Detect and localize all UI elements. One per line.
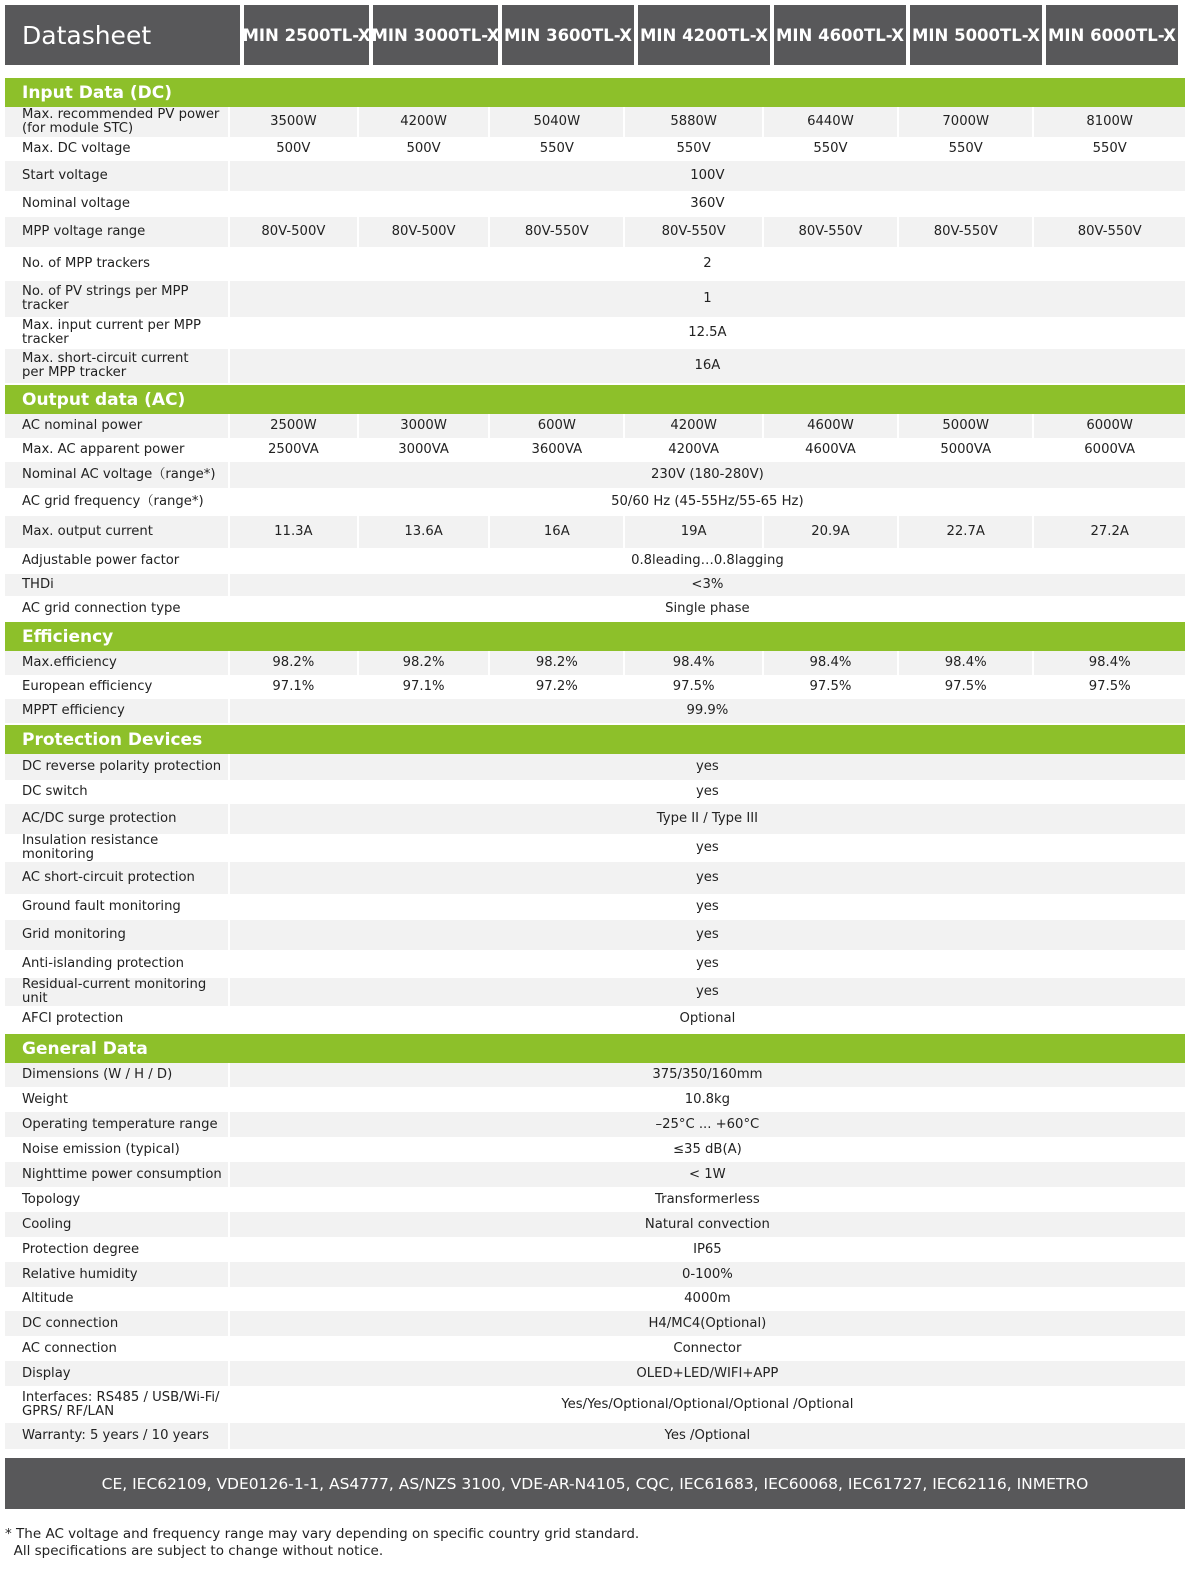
model-header-5: MIN 4600TL-X (774, 5, 906, 65)
spec-row (5, 516, 1185, 548)
spec-row (5, 247, 1185, 281)
spec-row (5, 191, 1185, 217)
spec-value: 80V-550V (624, 217, 762, 247)
spec-label: Nighttime power consumption (5, 1162, 229, 1187)
spec-table (5, 107, 1185, 383)
spec-row (5, 1287, 1185, 1311)
spec-label: Cooling (5, 1212, 229, 1237)
spec-value: 98.4% (763, 651, 898, 675)
spec-value: 16A (229, 349, 1185, 383)
spec-value: 19A (624, 516, 762, 548)
spec-value: 80V-550V (898, 217, 1033, 247)
spec-value: Yes/Yes/Optional/Optional/Optional /Optional (229, 1386, 1185, 1423)
spec-row (5, 1087, 1185, 1112)
spec-label: AC short-circuit protection (5, 862, 229, 894)
spec-table (5, 651, 1185, 723)
spec-value: 550V (898, 137, 1033, 161)
spec-value: 27.2A (1033, 516, 1185, 548)
spec-label: Ground fault monitoring (22, 899, 181, 914)
spec-value: 98.4% (624, 651, 762, 675)
spec-row (5, 1063, 1185, 1087)
spec-sections (5, 78, 1185, 1449)
spec-value: 4200W (358, 107, 489, 137)
spec-row (5, 1187, 1185, 1212)
spec-row (5, 1162, 1185, 1187)
spec-label: AC connection (22, 1340, 117, 1356)
spec-value: 2500W (229, 414, 358, 438)
spec-label: No. of MPP trackers (22, 256, 150, 271)
spec-value: < 1W (229, 1162, 1185, 1187)
spec-value: yes (229, 920, 1185, 950)
spec-row (5, 950, 1185, 978)
spec-value: 0.8leading…0.8lagging (229, 548, 1185, 574)
spec-value: 80V-550V (763, 217, 898, 247)
spec-value: 5000VA (898, 438, 1033, 462)
spec-row (5, 804, 1185, 834)
spec-label: THDi (5, 574, 229, 596)
spec-value: Optional (229, 1006, 1185, 1032)
spec-label: Start voltage (5, 161, 229, 191)
spec-value: 11.3A (229, 516, 358, 548)
spec-value: 4200VA (624, 438, 762, 462)
spec-value: –25°C ... +60°C (229, 1112, 1185, 1137)
spec-value: <3% (229, 574, 1185, 596)
spec-row (5, 1361, 1185, 1386)
spec-value: 97.5% (763, 675, 898, 699)
spec-value: 10.8kg (229, 1087, 1185, 1112)
spec-value: 600W (489, 414, 624, 438)
spec-value: yes (229, 894, 1185, 920)
spec-row (5, 651, 1185, 675)
spec-value: 550V (763, 137, 898, 161)
spec-value: H4/MC4(Optional) (229, 1311, 1185, 1336)
section-title: Output data (AC) (5, 385, 1185, 414)
footnote: * The AC voltage and frequency range may vary depending on specific country grid standard. (5, 1526, 640, 1542)
spec-label: Dimensions (W / H / D) (5, 1063, 229, 1087)
section-title: General Data (5, 1034, 1185, 1063)
certifications-bar: CE, IEC62109, VDE0126-1-1, AS4777, AS/NZS 3100, VDE-AR-N4105, CQC, IEC61683, IEC60068, IEC61727, IEC62116, INMETRO (5, 1458, 1185, 1509)
spec-value: 22.7A (898, 516, 1033, 548)
spec-value: 230V (180-280V) (229, 462, 1185, 488)
spec-row (5, 920, 1185, 950)
spec-value: Connector (229, 1336, 1185, 1361)
model-header-4: MIN 4200TL-X (638, 5, 770, 65)
spec-row (5, 217, 1185, 247)
spec-label: Max. AC apparent power (22, 442, 185, 457)
spec-label: Residual-current monitoring unit (5, 978, 229, 1006)
spec-value: 97.1% (358, 675, 489, 699)
spec-row (5, 107, 1185, 137)
spec-row (5, 1262, 1185, 1287)
spec-value: 6000W (1033, 414, 1185, 438)
spec-value: 98.2% (489, 651, 624, 675)
spec-value: 8100W (1033, 107, 1185, 137)
spec-value: 50/60 Hz (45-55Hz/55-65 Hz) (229, 488, 1185, 516)
footnotes (5, 1526, 639, 1560)
spec-label: Weight (22, 1091, 68, 1107)
spec-row (5, 1423, 1185, 1449)
spec-value: 100V (229, 161, 1185, 191)
spec-value: IP65 (229, 1237, 1185, 1262)
spec-row (5, 754, 1185, 780)
spec-row (5, 862, 1185, 894)
spec-row (5, 1336, 1185, 1361)
spec-value: Natural convection (229, 1212, 1185, 1237)
spec-value: 16A (489, 516, 624, 548)
spec-row (5, 161, 1185, 191)
spec-label: Warranty: 5 years / 10 years (5, 1423, 229, 1449)
spec-label: Nominal voltage (22, 196, 131, 211)
spec-value: 98.4% (1033, 651, 1185, 675)
spec-row (5, 1386, 1185, 1423)
spec-value: 80V-500V (229, 217, 358, 247)
footnote: All specifications are subject to change without notice. (5, 1543, 384, 1559)
spec-value: 97.5% (1033, 675, 1185, 699)
spec-value: 3600VA (489, 438, 624, 462)
spec-value: 0-100% (229, 1262, 1185, 1287)
spec-row (5, 894, 1185, 920)
spec-label: MPPT efficiency (5, 699, 229, 723)
spec-value: yes (229, 950, 1185, 978)
spec-label: Noise emission (typical) (22, 1141, 180, 1157)
datasheet (5, 5, 1185, 1449)
spec-label: No. of PV strings per MPP tracker (5, 281, 229, 317)
spec-row (5, 699, 1185, 723)
spec-row (5, 780, 1185, 804)
spec-row (5, 317, 1185, 349)
spec-label: MPP voltage range (5, 217, 229, 247)
spec-value: 80V-500V (358, 217, 489, 247)
spec-value: 80V-550V (1033, 217, 1185, 247)
spec-value: OLED+LED/WIFI+APP (229, 1361, 1185, 1386)
spec-value: 12.5A (229, 317, 1185, 349)
spec-label: Adjustable power factor (22, 553, 180, 568)
spec-label: Anti-islanding protection (22, 956, 184, 971)
spec-label: Max. recommended PV power (for module STC) (5, 107, 229, 137)
spec-row (5, 834, 1185, 862)
spec-value: 6440W (763, 107, 898, 137)
spec-value: 1 (229, 281, 1185, 317)
spec-label: European efficiency (22, 679, 153, 694)
section-title: Efficiency (5, 622, 1185, 651)
spec-value: 98.2% (358, 651, 489, 675)
spec-label: DC reverse polarity protection (5, 754, 229, 780)
spec-table (5, 414, 1185, 622)
spec-value: 4600VA (763, 438, 898, 462)
spec-row (5, 488, 1185, 516)
spec-table (5, 754, 1185, 1032)
model-header-6: MIN 5000TL-X (910, 5, 1042, 65)
spec-row (5, 1237, 1185, 1262)
spec-row (5, 1212, 1185, 1237)
spec-value: Type II / Type III (229, 804, 1185, 834)
spec-value: 80V-550V (489, 217, 624, 247)
spec-value: 5000W (898, 414, 1033, 438)
spec-value: 360V (229, 191, 1185, 217)
spec-label: DC switch (22, 784, 88, 799)
spec-label: Nominal AC voltage（range*) (5, 462, 229, 488)
spec-value: 4200W (624, 414, 762, 438)
header-row (5, 5, 1185, 65)
spec-row (5, 1311, 1185, 1336)
model-header-2: MIN 3000TL-X (373, 5, 498, 65)
spec-label: Max. DC voltage (22, 141, 131, 156)
spec-label: Insulation resistance monitoring (22, 833, 159, 862)
spec-row (5, 137, 1185, 161)
spec-row (5, 462, 1185, 488)
spec-value: 20.9A (763, 516, 898, 548)
spec-value: 5880W (624, 107, 762, 137)
spec-row (5, 281, 1185, 317)
spec-label: AC nominal power (5, 414, 229, 438)
spec-value: yes (229, 754, 1185, 780)
spec-value: 550V (1033, 137, 1185, 161)
spec-value: 4000m (229, 1287, 1185, 1311)
section-title: Input Data (DC) (5, 78, 1185, 107)
spec-row (5, 574, 1185, 596)
spec-label: Operating temperature range (5, 1112, 229, 1137)
spec-value: 97.5% (898, 675, 1033, 699)
spec-row (5, 675, 1185, 699)
spec-value: 3000W (358, 414, 489, 438)
spec-row (5, 548, 1185, 574)
spec-label: Interfaces: RS485 / USB/Wi-Fi/ GPRS/ RF/LAN (22, 1389, 220, 1419)
spec-value: 97.5% (624, 675, 762, 699)
spec-value: 500V (358, 137, 489, 161)
spec-value: Transformerless (229, 1187, 1185, 1212)
spec-value: 5040W (489, 107, 624, 137)
spec-value: 500V (229, 137, 358, 161)
spec-value: 375/350/160mm (229, 1063, 1185, 1087)
spec-value: 97.1% (229, 675, 358, 699)
model-header-7: MIN 6000TL-X (1046, 5, 1178, 65)
spec-value: 2 (229, 247, 1185, 281)
spec-label: Max.efficiency (5, 651, 229, 675)
spec-value: 4600W (763, 414, 898, 438)
spec-row (5, 1137, 1185, 1162)
spec-value: 97.2% (489, 675, 624, 699)
spec-label: AC/DC surge protection (5, 804, 229, 834)
spec-label: Display (5, 1361, 229, 1386)
spec-row (5, 414, 1185, 438)
spec-row (5, 1112, 1185, 1137)
spec-label: Max. short-circuit current per MPP tracker (5, 349, 229, 383)
spec-row (5, 596, 1185, 622)
section-title: Protection Devices (5, 725, 1185, 754)
spec-row (5, 1006, 1185, 1032)
spec-value: yes (229, 834, 1185, 862)
spec-row (5, 349, 1185, 383)
spec-value: 3000VA (358, 438, 489, 462)
spec-label: Grid monitoring (5, 920, 229, 950)
spec-row (5, 978, 1185, 1006)
spec-value: ≤35 dB(A) (229, 1137, 1185, 1162)
spec-value: 550V (624, 137, 762, 161)
spec-value: 6000VA (1033, 438, 1185, 462)
spec-label: Altitude (22, 1291, 74, 1306)
spec-value: 13.6A (358, 516, 489, 548)
spec-value: yes (229, 862, 1185, 894)
spec-value: Single phase (229, 596, 1185, 622)
spec-value: 550V (489, 137, 624, 161)
spec-label: AC grid connection type (22, 601, 181, 616)
spec-value: yes (229, 978, 1185, 1006)
spec-value: 7000W (898, 107, 1033, 137)
spec-label: AC grid frequency（range*) (22, 494, 204, 509)
spec-value: Yes /Optional (229, 1423, 1185, 1449)
spec-label: AFCI protection (22, 1011, 124, 1026)
model-header-3: MIN 3600TL-X (502, 5, 634, 65)
spec-label: DC connection (5, 1311, 229, 1336)
spec-value: 2500VA (229, 438, 358, 462)
spec-row (5, 438, 1185, 462)
spec-label: Protection degree (22, 1241, 140, 1257)
spec-label: Max. input current per MPP tracker (22, 318, 201, 347)
spec-label: Max. output current (5, 516, 229, 548)
spec-label: Topology (22, 1191, 81, 1207)
spec-value: 98.4% (898, 651, 1033, 675)
spec-value: 98.2% (229, 651, 358, 675)
spec-label: Relative humidity (5, 1262, 229, 1287)
spec-value: 99.9% (229, 699, 1185, 723)
spec-table (5, 1063, 1185, 1449)
spec-value: 3500W (229, 107, 358, 137)
spec-value: yes (229, 780, 1185, 804)
model-header-1: MIN 2500TL-X (244, 5, 369, 65)
datasheet-title: Datasheet (5, 5, 240, 65)
